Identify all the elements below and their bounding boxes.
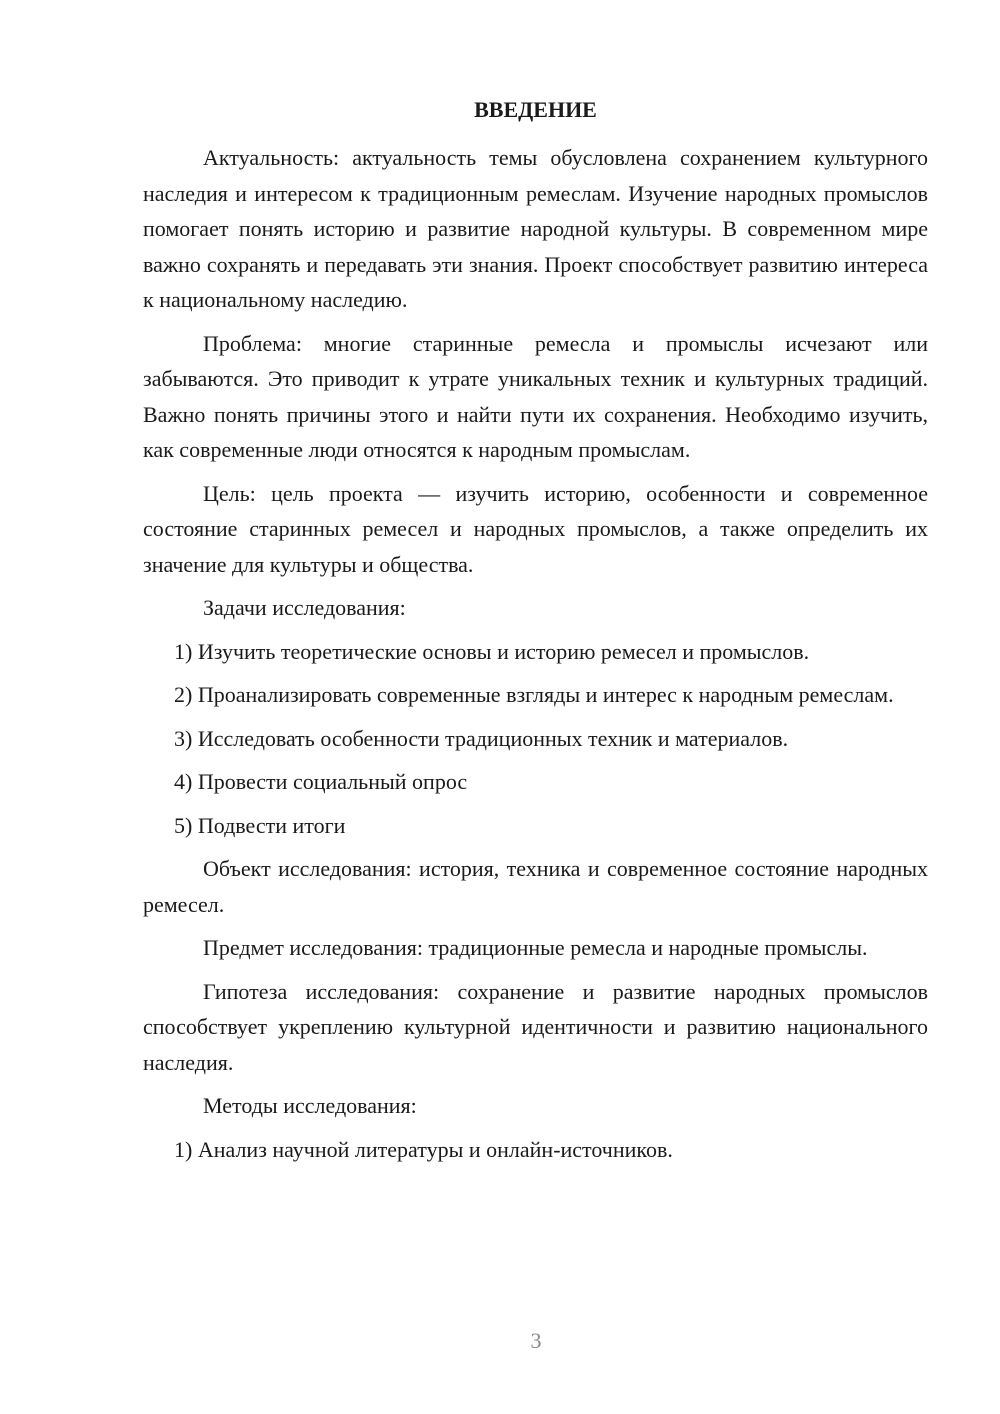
paragraph-hypothesis: Гипотеза исследования: сохранение и развитие народных промыслов способствует укреплению культурной идентичности и развитию национального наследия. (143, 978, 928, 1075)
paragraph-goal: Цель: цель проекта — изучить историю, особенности и современное состояние старинных ремесел и народных промыслов, а также определить их значение для культуры и общества. (143, 480, 928, 577)
paragraph-subject: Предмет исследования: традиционные ремесла и народные промыслы. (203, 935, 868, 960)
page-number: 3 (530, 1328, 542, 1353)
task-item: 4) Провести социальный опрос (174, 769, 468, 794)
task-item: 1) Изучить теоретические основы и историю ремесел и промыслов. (174, 638, 810, 664)
task-item: 5) Подвести итоги (174, 812, 346, 838)
paragraph-relevance: Актуальность: актуальность темы обусловлена сохранением культурного наследия и интересом к традиционным ремеслам. Изучение народных промыслов помогает понять историю и развитие народной культуры. В современном мире важно сохранять и передавать эти знания. Проект способствует развитию интереса к национальному наследию. (143, 145, 928, 312)
paragraph-object: Объект исследования: история, техника и современное состояние народных ремесел. (143, 856, 928, 917)
task-item: 2) Проанализировать современные взгляды и интерес к народным ремеслам. (174, 682, 894, 707)
paragraph-problem: Проблема: многие старинные ремесла и промыслы исчезают или забываются. Это приводит к утрате уникальных техник и культурных традиций. Важно понять причины этого и найти пути их сохранения. Необходимо изучить, как современные люди относятся к народным промыслам. (143, 330, 928, 462)
method-item: 1) Анализ научной литературы и онлайн-источников. (174, 1136, 673, 1162)
tasks-heading: Задачи исследования: (203, 595, 406, 620)
task-item: 3) Исследовать особенности традиционных техник и материалов. (174, 725, 789, 751)
document-page (143, 94, 928, 1175)
methods-heading: Методы исследования: (203, 1093, 417, 1118)
page-title: ВВЕДЕНИЕ (474, 97, 597, 122)
